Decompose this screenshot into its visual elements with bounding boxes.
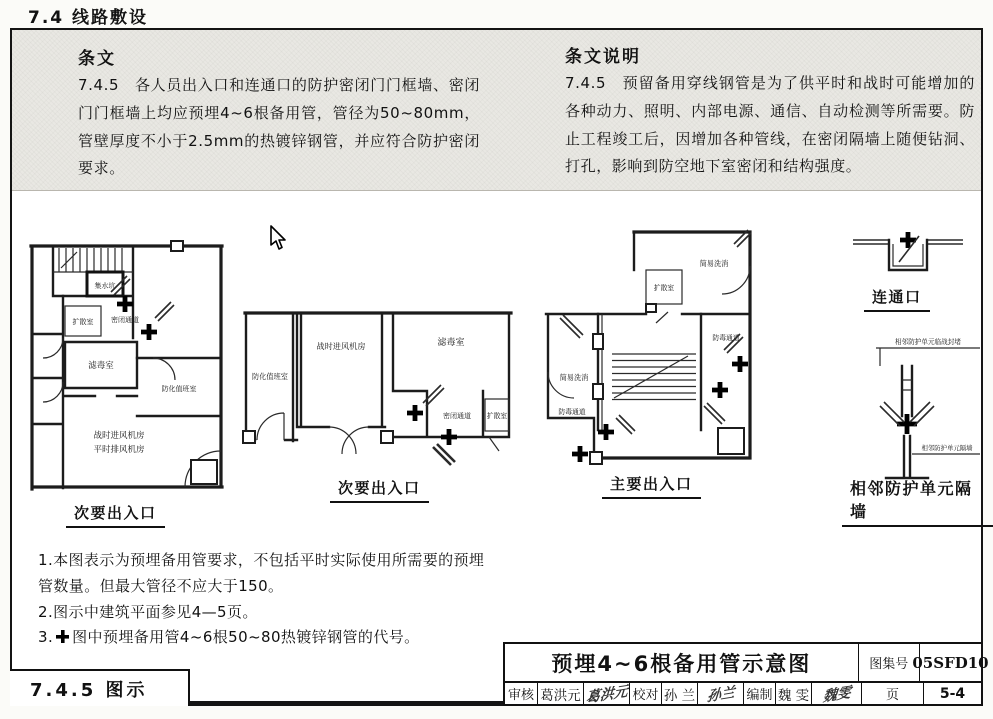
room-label-sump: 集水坑	[94, 282, 116, 290]
section-heading: 7.4 线路敷设	[28, 8, 149, 28]
title-block-row1	[505, 644, 989, 683]
page-number: 5-4	[923, 683, 981, 704]
atlas-no-label: 图集号	[858, 644, 919, 681]
floor-plan-secondary-exit-1	[25, 238, 230, 500]
compiler-signature: 魏雯	[811, 683, 861, 704]
room-label-intake-fan: 战时进风机房	[316, 341, 366, 351]
room-label-diffusion: 扩散室	[653, 284, 675, 292]
room-label-chem-duty: 防化值班室	[252, 372, 288, 381]
proofreader-signature: 孙兰	[697, 683, 743, 704]
note-3-text: 图中预埋备用管4~6根50~80热镀锌钢管的代号。	[72, 628, 420, 647]
label-unit-partition: 相邻防护单元隔墙	[921, 444, 973, 452]
plan2-caption: 次要出入口	[330, 477, 429, 503]
floor-plan-secondary-exit-2	[237, 303, 519, 467]
plan1-caption: 次要出入口	[66, 502, 165, 528]
room-label-filter: 滤毒室	[437, 338, 465, 348]
provisions-heading: 条文	[78, 49, 116, 69]
figure-tab: 7.4.5 图示	[10, 669, 190, 706]
room-label-chem-duty: 防化值班室	[161, 385, 197, 393]
room-label-fan-1: 战时进风机房	[93, 431, 145, 441]
compiler-name: 魏 雯	[775, 683, 811, 704]
room-label-wash-top: 简易洗消	[699, 259, 729, 268]
reviewer-signature: 葛洪元	[584, 683, 628, 707]
room-label-filter: 滤毒室	[88, 361, 114, 371]
label-wartime-blocking: 相邻防护单元临战封堵	[895, 338, 961, 346]
mouse-cursor	[268, 225, 288, 251]
unit-wall-caption: 相邻防护单元隔墙	[842, 476, 993, 527]
explanation-heading: 条文说明	[565, 47, 641, 67]
atlas-no-value: 05SFD10	[919, 644, 981, 681]
page-label: 页	[861, 683, 923, 704]
drawing-title: 预埋4~6根备用管示意图	[551, 651, 812, 676]
unit-wall-diagram	[850, 332, 984, 484]
proofreader-label: 校对	[629, 683, 661, 704]
note-2: 2.图示中建筑平面参见4—5页。	[38, 602, 258, 621]
room-label-airtight-passage: 密闭通道	[111, 316, 139, 324]
room-label-diffusion: 扩散室	[486, 412, 508, 420]
connect-opening-diagram	[849, 226, 967, 280]
room-label-diffusion: 扩散室	[72, 318, 94, 326]
spare-pipe-cross-icon	[56, 630, 69, 643]
note-1: 1.本图表示为预埋备用管要求，不包括平时实际使用所需要的预埋管数量。但最大管径不应大于150。	[38, 551, 485, 595]
notes	[38, 548, 490, 651]
reviewer-name: 葛洪元	[537, 683, 583, 704]
connect-opening-caption: 连通口	[864, 286, 930, 312]
room-label-fan-2: 平时排风机房	[93, 445, 145, 455]
plan3-caption: 主要出入口	[602, 473, 701, 499]
provisions-body: 7.4.5 各人员出入口和连通口的防护密闭门门框墙、密闭门门框墙上均应预埋4~6根备用管，管径为50~80mm，管壁厚度不小于2.5mm的热镀锌钢管，并应符合防护密闭要求。	[78, 76, 480, 178]
explanation-body: 7.4.5 预留备用穿线钢管是为了供平时和战时可能增加的各种动力、照明、内部电源、通信、自动检测等所需要。防止工程竣工后，因增加各种管线，在密闭隔墙上随便钻洞、打孔，影响到防空地下室密闭和结构强度。	[565, 74, 975, 176]
room-label-airtight-passage: 密闭通道	[443, 412, 471, 420]
reviewer-label: 审核	[507, 688, 534, 703]
floor-plan-main-exit	[536, 226, 756, 476]
note-3-prefix: 3.	[38, 628, 54, 647]
note-3	[38, 625, 490, 651]
title-block	[503, 642, 989, 707]
room-label-gas-passage-left: 防毒通道	[558, 408, 586, 416]
compiler-label: 编制	[743, 683, 775, 704]
room-label-gas-passage-right: 防毒通道	[712, 334, 740, 342]
proofreader-name: 孙 兰	[661, 683, 697, 704]
room-label-wash-left: 简易洗消	[559, 373, 589, 382]
title-block-row2	[505, 683, 981, 707]
